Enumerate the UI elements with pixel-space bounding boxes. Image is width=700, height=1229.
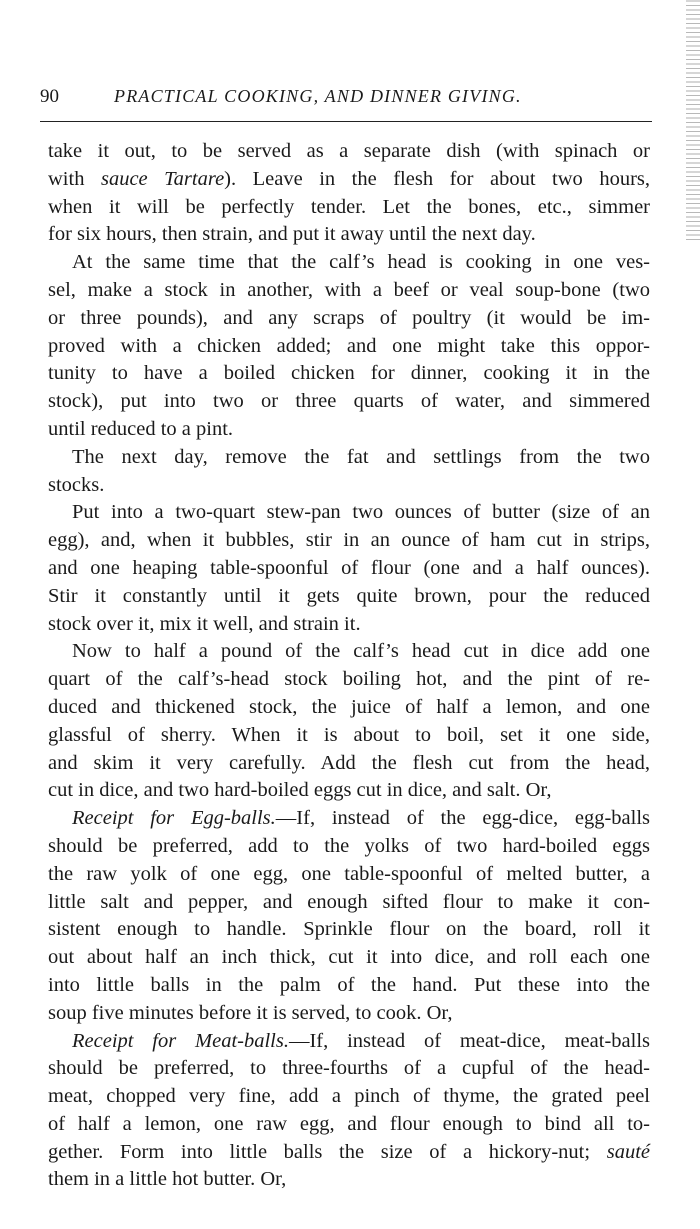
text-segment: and skim it very carefully. Add the flesh cut from the head,: [48, 751, 650, 774]
text-line: [48, 1055, 650, 1083]
text-segment: or three pounds), and any scraps of poultry (it would be im-: [48, 306, 650, 329]
text-line: [48, 861, 650, 889]
text-line: [48, 666, 650, 694]
italic-text: Receipt for Egg-balls.: [72, 807, 276, 830]
text-segment: Now to half a pound of the calf’s head cut in dice add one: [72, 640, 650, 663]
text-segment: The next day, remove the fat and settlings from the two: [72, 445, 650, 468]
text-segment: At the same time that the calf’s head is cooking in one ves-: [72, 251, 650, 274]
text-segment: into little balls in the palm of the hand. Put these into the: [48, 973, 650, 996]
text-line: [48, 694, 650, 722]
text-segment: ). Leave in the flesh for about two hours,: [224, 167, 650, 190]
text-line: [48, 944, 650, 972]
text-line: [48, 333, 650, 361]
text-segment: should be preferred, to three-fourths of a cupful of the head-: [48, 1057, 650, 1080]
scanned-page-edge: [686, 0, 700, 240]
text-line: [48, 444, 650, 472]
text-segment: meat, chopped very fine, add a pinch of thyme, the grated peel: [48, 1085, 650, 1108]
text-segment: until reduced to a pint.: [48, 417, 234, 440]
text-line: [48, 555, 650, 583]
text-line: [48, 360, 650, 388]
text-line: [48, 527, 650, 555]
text-segment: sistent enough to handle. Sprinkle flour on the board, roll it: [48, 918, 650, 941]
text-line: [48, 138, 650, 166]
text-line: [48, 1028, 650, 1056]
text-segment: tunity to have a boiled chicken for dinner, cooking it in the: [48, 362, 650, 385]
text-line: [48, 194, 650, 222]
text-segment: glassful of sherry. When it is about to boil, set it one side,: [48, 723, 650, 746]
italic-text: Receipt for Meat-balls.: [72, 1029, 289, 1052]
text-line: [48, 583, 650, 611]
text-segment: the raw yolk of one egg, one table-spoonful of melted butter, a: [48, 862, 650, 885]
text-segment: cut in dice, and two hard-boiled eggs cut in dice, and salt. Or,: [48, 779, 552, 802]
text-line: [48, 249, 650, 277]
text-line: [48, 638, 650, 666]
text-line: [48, 916, 650, 944]
text-segment: Put into a two-quart stew-pan two ounces of butter (size of an: [72, 501, 650, 524]
text-segment: should be preferred, add to the yolks of two hard-boiled eggs: [48, 834, 650, 857]
running-title: PRACTICAL COOKING, AND DINNER GIVING.: [114, 86, 522, 106]
text-segment: stocks.: [48, 473, 105, 496]
text-segment: them in a little hot butter. Or,: [48, 1168, 287, 1191]
text-line: [48, 833, 650, 861]
text-segment: —If, instead of the egg-dice, egg-balls: [275, 807, 650, 830]
text-segment: Stir it constantly until it gets quite brown, pour the reduced: [48, 584, 650, 607]
text-line: [48, 1000, 650, 1028]
text-line: [48, 1166, 650, 1194]
text-segment: with: [48, 167, 101, 190]
text-line: [48, 1083, 650, 1111]
text-line: [48, 722, 650, 750]
text-line: [48, 305, 650, 333]
text-segment: soup five minutes before it is served, to cook. Or,: [48, 1001, 453, 1024]
text-segment: stock), put into two or three quarts of water, and simmered: [48, 390, 650, 413]
page-number: 90: [40, 86, 59, 107]
text-segment: quart of the calf’s-head stock boiling hot, and the pint of re-: [48, 668, 650, 691]
text-segment: proved with a chicken added; and one might take this oppor-: [48, 334, 650, 357]
text-line: [48, 277, 650, 305]
text-line: [48, 221, 650, 249]
text-segment: take it out, to be served as a separate dish (with spinach or: [48, 140, 650, 162]
text-line: [48, 805, 650, 833]
text-line: [48, 499, 650, 527]
text-segment: egg), and, when it bubbles, stir in an ounce of ham cut in strips,: [48, 529, 650, 552]
text-line: [48, 472, 650, 500]
text-line: [48, 611, 650, 639]
italic-text: sauce Tartare: [100, 167, 225, 190]
text-segment: of half a lemon, one raw egg, and flour enough to bind all to-: [48, 1112, 650, 1135]
text-line: [48, 1139, 650, 1167]
text-segment: and one heaping table-spoonful of flour (one and a half ounces).: [48, 556, 650, 579]
text-line: [48, 166, 650, 194]
text-line: [48, 889, 650, 917]
text-segment: —If, instead of meat-dice, meat-balls: [288, 1029, 650, 1052]
text-line: [48, 972, 650, 1000]
text-segment: sel, make a stock in another, with a beef or veal soup-bone (two: [48, 278, 650, 301]
text-segment: stock over it, mix it well, and strain it.: [48, 612, 361, 635]
text-line: [48, 388, 650, 416]
text-segment: when it will be perfectly tender. Let the bones, etc., simmer: [48, 195, 650, 218]
page-body-text: [48, 138, 650, 1194]
text-line: [48, 750, 650, 778]
text-line: [48, 416, 650, 444]
text-segment: duced and thickened stock, the juice of half a lemon, and one: [48, 695, 650, 718]
text-segment: out about half an inch thick, cut it into dice, and roll each one: [48, 946, 650, 969]
text-line: [48, 777, 650, 805]
text-segment: little salt and pepper, and enough sifted flour to make it con-: [48, 890, 650, 913]
text-segment: for six hours, then strain, and put it away until the next day.: [48, 223, 536, 246]
text-segment: gether. Form into little balls the size of a hickory-nut;: [48, 1140, 607, 1163]
text-line: [48, 1111, 650, 1139]
italic-text: sauté: [606, 1140, 650, 1163]
header-rule: [40, 121, 652, 122]
